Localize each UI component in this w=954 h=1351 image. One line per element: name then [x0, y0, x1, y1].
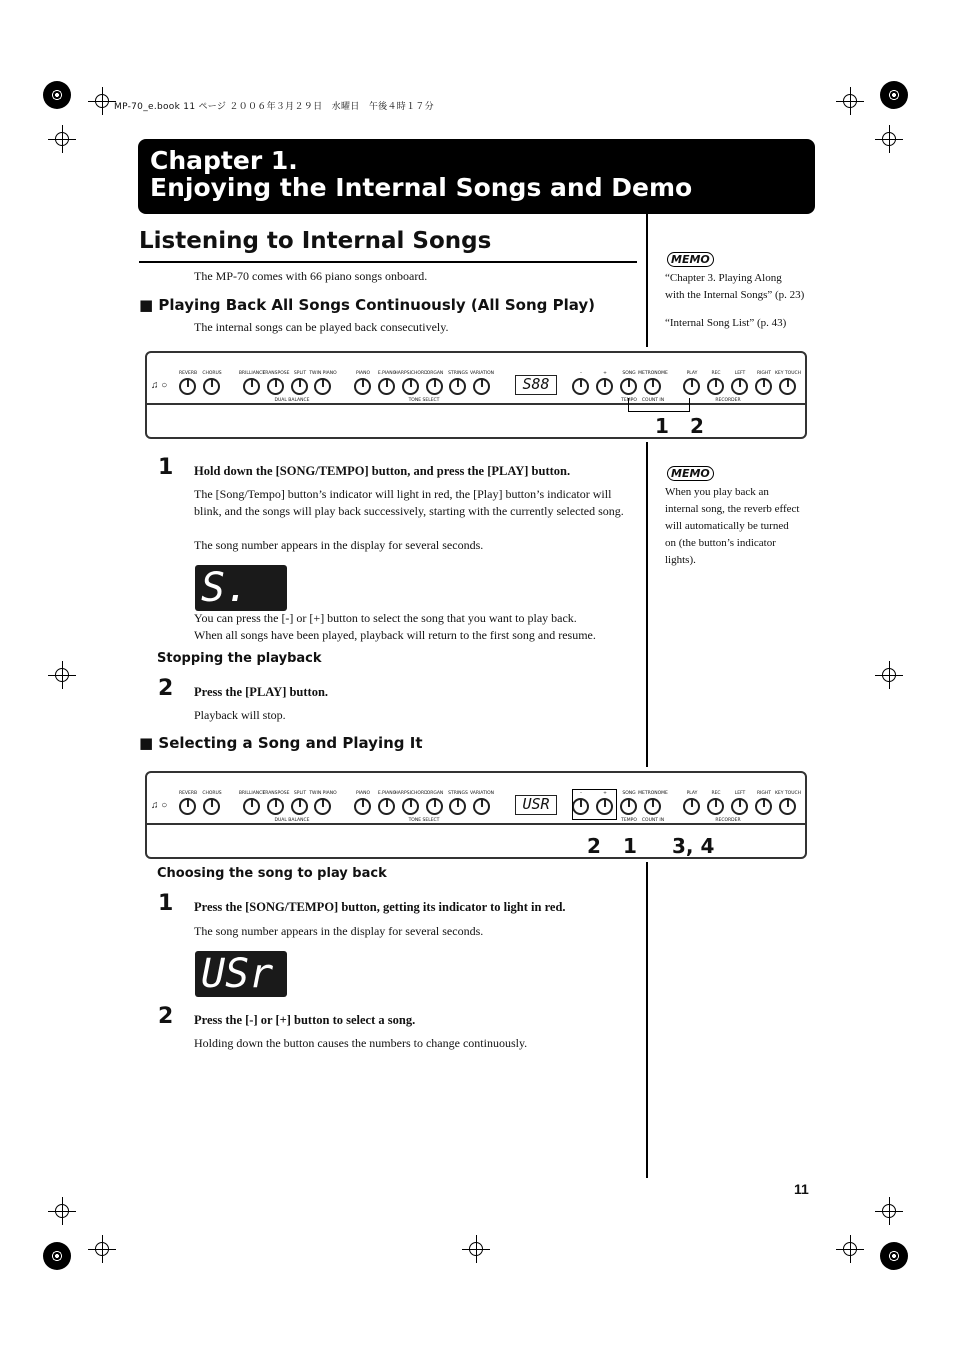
song-number-display: S. 1: [195, 565, 287, 611]
panel-group-label: TEMPO: [621, 398, 637, 403]
all-song-play-heading: ■ Playing Back All Songs Continuously (All Song Play): [139, 296, 596, 314]
memo-icon: MEMO: [667, 252, 714, 267]
panel-button-label: REC: [711, 371, 721, 376]
panel-group-label: DUAL BALANCE: [274, 398, 310, 403]
column-divider: [646, 442, 648, 767]
panel-knob-icon: [620, 378, 637, 395]
step-body: The song number appears in the display for several seconds.: [194, 924, 484, 938]
panel-button-label: METRONOME: [638, 791, 668, 796]
panel-button-label: REVERB: [178, 791, 198, 796]
step-number: 2: [158, 1004, 174, 1029]
panel-group-label: TONE SELECT: [408, 398, 440, 403]
panel-button-label: PLAY: [686, 791, 698, 796]
panel-display: S88: [515, 375, 557, 395]
panel-knob-icon: [354, 378, 371, 395]
panel-button-label: RIGHT: [756, 791, 772, 796]
step-number: 2: [158, 676, 174, 701]
panel-button-label: REVERB: [178, 371, 198, 376]
panel-knob-icon: [755, 378, 772, 395]
panel-knob-icon: [755, 798, 772, 815]
panel-knob-icon: [402, 378, 419, 395]
panel-knob-icon: [644, 798, 661, 815]
column-divider: [646, 862, 648, 1178]
panel-knob-icon: [203, 378, 220, 395]
panel-button-label: SONG: [622, 791, 636, 796]
panel-knob-icon: [596, 378, 613, 395]
column-divider: [646, 214, 648, 347]
panel-button-label: +: [603, 371, 607, 376]
panel-button-label: +: [603, 791, 607, 796]
chapter-title: Enjoying the Internal Songs and Demo: [150, 173, 693, 202]
panel-button-label: VARIATION: [469, 791, 495, 796]
panel-button-label: LEFT: [734, 791, 746, 796]
panel-knob-icon: [707, 798, 724, 815]
panel-knob-icon: [449, 378, 466, 395]
step-callout: 1: [623, 834, 637, 858]
highlight-box: [572, 789, 617, 820]
panel-button-label: E.PIANO: [377, 791, 397, 796]
crop-mark-icon: [55, 1204, 69, 1218]
panel-group-label: DUAL BALANCE: [274, 818, 310, 823]
step-title: Press the [-] or [+] button to select a song.: [194, 1013, 416, 1027]
panel-knob-icon: [644, 378, 661, 395]
step-callout: 3, 4: [672, 834, 715, 858]
panel-knob-icon: [449, 798, 466, 815]
step-body: The [Song/Tempo] button’s indicator will light in red, the [Play] button’s indicator will blink, and the songs will play back successively, starting with the currently selected song.: [194, 487, 624, 518]
panel-button-label: E.PIANO: [377, 371, 397, 376]
crop-mark-icon: [55, 668, 69, 682]
panel-button-label: ORGAN: [426, 791, 444, 796]
step-number: 1: [158, 891, 174, 916]
panel-button-label: METRONOME: [638, 371, 668, 376]
panel-group-label: COUNT IN: [641, 818, 665, 823]
step-number: 1: [158, 455, 174, 480]
crop-mark-icon: [95, 1242, 109, 1256]
panel-button-label: BRILLIANCE: [238, 371, 266, 376]
panel-group-label: COUNT IN: [641, 398, 665, 403]
memo-ref-1: “Chapter 3. Playing Along: [665, 272, 782, 284]
registration-mark: [43, 81, 71, 109]
panel-knob-icon: [707, 378, 724, 395]
step-callout: 2: [587, 834, 601, 858]
control-panel-diagram: [145, 351, 807, 439]
select-song-heading: ■ Selecting a Song and Playing It: [139, 734, 423, 752]
chapter-number: Chapter 1.: [150, 146, 298, 175]
panel-knob-icon: [291, 798, 308, 815]
panel-knob-icon: [243, 378, 260, 395]
panel-group-label: TEMPO: [621, 818, 637, 823]
headphones-icon: ♫ ○: [151, 800, 168, 811]
registration-mark: [880, 1242, 908, 1270]
crop-mark-icon: [843, 1242, 857, 1256]
panel-group-label: RECORDER: [715, 818, 741, 823]
panel-button-label: CHORUS: [202, 791, 222, 796]
step-body: You can press the [-] or [+] button to select the song that you want to play back.: [194, 611, 577, 625]
panel-knob-icon: [179, 798, 196, 815]
panel-button-label: REC: [711, 791, 721, 796]
panel-knob-icon: [267, 798, 284, 815]
song-number-display: USr: [195, 951, 287, 997]
memo-ref-3: “Internal Song List” (p. 43): [665, 317, 787, 329]
panel-button-label: CHORUS: [202, 371, 222, 376]
panel-knob-icon: [291, 378, 308, 395]
panel-button-label: SONG: [622, 371, 636, 376]
crop-mark-icon: [882, 668, 896, 682]
panel-knob-icon: [314, 378, 331, 395]
panel-button-label: SPLIT: [293, 791, 307, 796]
choosing-heading: Choosing the song to play back: [157, 866, 387, 881]
crop-mark-icon: [95, 94, 109, 108]
panel-button-label: ORGAN: [426, 371, 444, 376]
panel-group-label: TONE SELECT: [408, 818, 440, 823]
memo-note: When you play back an internal song, the reverb effect will automatically be turned on (the button’s indicator lights).: [665, 486, 800, 566]
step-callout: 1: [655, 414, 669, 438]
registration-mark: [43, 1242, 71, 1270]
page-number: 11: [794, 1181, 809, 1197]
panel-knob-icon: [779, 378, 796, 395]
crop-mark-icon: [843, 94, 857, 108]
panel-knob-icon: [378, 798, 395, 815]
panel-knob-icon: [179, 378, 196, 395]
step-body: The song number appears in the display for several seconds.: [194, 538, 484, 552]
panel-button-label: PLAY: [686, 371, 698, 376]
panel-button-label: PIANO: [355, 791, 371, 796]
panel-knob-icon: [426, 798, 443, 815]
stopping-heading: Stopping the playback: [157, 651, 322, 666]
panel-knob-icon: [426, 378, 443, 395]
panel-button-label: –: [579, 791, 583, 796]
panel-button-label: STRINGS: [448, 371, 468, 376]
headphones-icon: ♫ ○: [151, 380, 168, 391]
section-intro: The MP-70 comes with 66 piano songs onboard.: [194, 269, 428, 283]
panel-knob-icon: [683, 798, 700, 815]
step-title: Hold down the [SONG/TEMPO] button, and press the [PLAY] button.: [194, 464, 571, 478]
panel-knob-icon: [378, 378, 395, 395]
crop-mark-icon: [469, 1242, 483, 1256]
panel-button-label: TRANSPOSE: [262, 371, 290, 376]
panel-knob-icon: [473, 798, 490, 815]
crop-mark-icon: [55, 132, 69, 146]
panel-knob-icon: [731, 798, 748, 815]
panel-button-label: SPLIT: [293, 371, 307, 376]
panel-button-label: LEFT: [734, 371, 746, 376]
panel-knob-icon: [731, 378, 748, 395]
panel-knob-icon: [203, 798, 220, 815]
crop-mark-icon: [882, 1204, 896, 1218]
panel-group-label: RECORDER: [715, 398, 741, 403]
panel-button-label: HARPSICHORD: [394, 791, 428, 796]
all-song-play-desc: The internal songs can be played back consecutively.: [194, 320, 449, 334]
panel-knob-icon: [683, 378, 700, 395]
step-body: Playback will stop.: [194, 708, 286, 722]
panel-button-label: RIGHT: [756, 371, 772, 376]
panel-knob-icon: [572, 378, 589, 395]
panel-knob-icon: [779, 798, 796, 815]
panel-button-label: KEY TOUCH: [774, 791, 802, 796]
panel-button-label: STRINGS: [448, 791, 468, 796]
panel-button-label: TRANSPOSE: [262, 791, 290, 796]
section-title: Listening to Internal Songs: [139, 228, 492, 254]
crop-mark-icon: [882, 132, 896, 146]
chapter-title-box: [138, 139, 815, 214]
memo-icon: MEMO: [667, 466, 714, 481]
panel-button-label: BRILLIANCE: [238, 791, 266, 796]
panel-knob-icon: [314, 798, 331, 815]
step-callout: 2: [690, 414, 704, 438]
panel-knob-icon: [402, 798, 419, 815]
panel-knob-icon: [620, 798, 637, 815]
panel-button-label: KEY TOUCH: [774, 371, 802, 376]
panel-button-label: TWIN PIANO: [309, 371, 337, 376]
panel-button-label: VARIATION: [469, 371, 495, 376]
memo-ref-2: with the Internal Songs” (p. 23): [665, 289, 805, 301]
step-body: Holding down the button causes the numbers to change continuously.: [194, 1036, 528, 1050]
callout-bracket: [628, 398, 690, 412]
panel-button-label: PIANO: [355, 371, 371, 376]
panel-knob-icon: [243, 798, 260, 815]
panel-display: USR: [515, 795, 557, 815]
step-title: Press the [PLAY] button.: [194, 685, 329, 699]
panel-button-label: HARPSICHORD: [394, 371, 428, 376]
panel-button-label: TWIN PIANO: [309, 791, 337, 796]
panel-knob-icon: [473, 378, 490, 395]
step-body: When all songs have been played, playback will return to the first song and resume.: [194, 628, 596, 642]
section-rule: [139, 261, 637, 263]
file-info-header: MP-70_e.book 11 ページ ２００６年３月２９日 水曜日 午後４時１７分: [114, 102, 434, 112]
panel-knob-icon: [354, 798, 371, 815]
panel-knob-icon: [267, 378, 284, 395]
panel-button-label: –: [579, 371, 583, 376]
step-title: Press the [SONG/TEMPO] button, getting its indicator to light in red.: [194, 900, 566, 914]
registration-mark: [880, 81, 908, 109]
